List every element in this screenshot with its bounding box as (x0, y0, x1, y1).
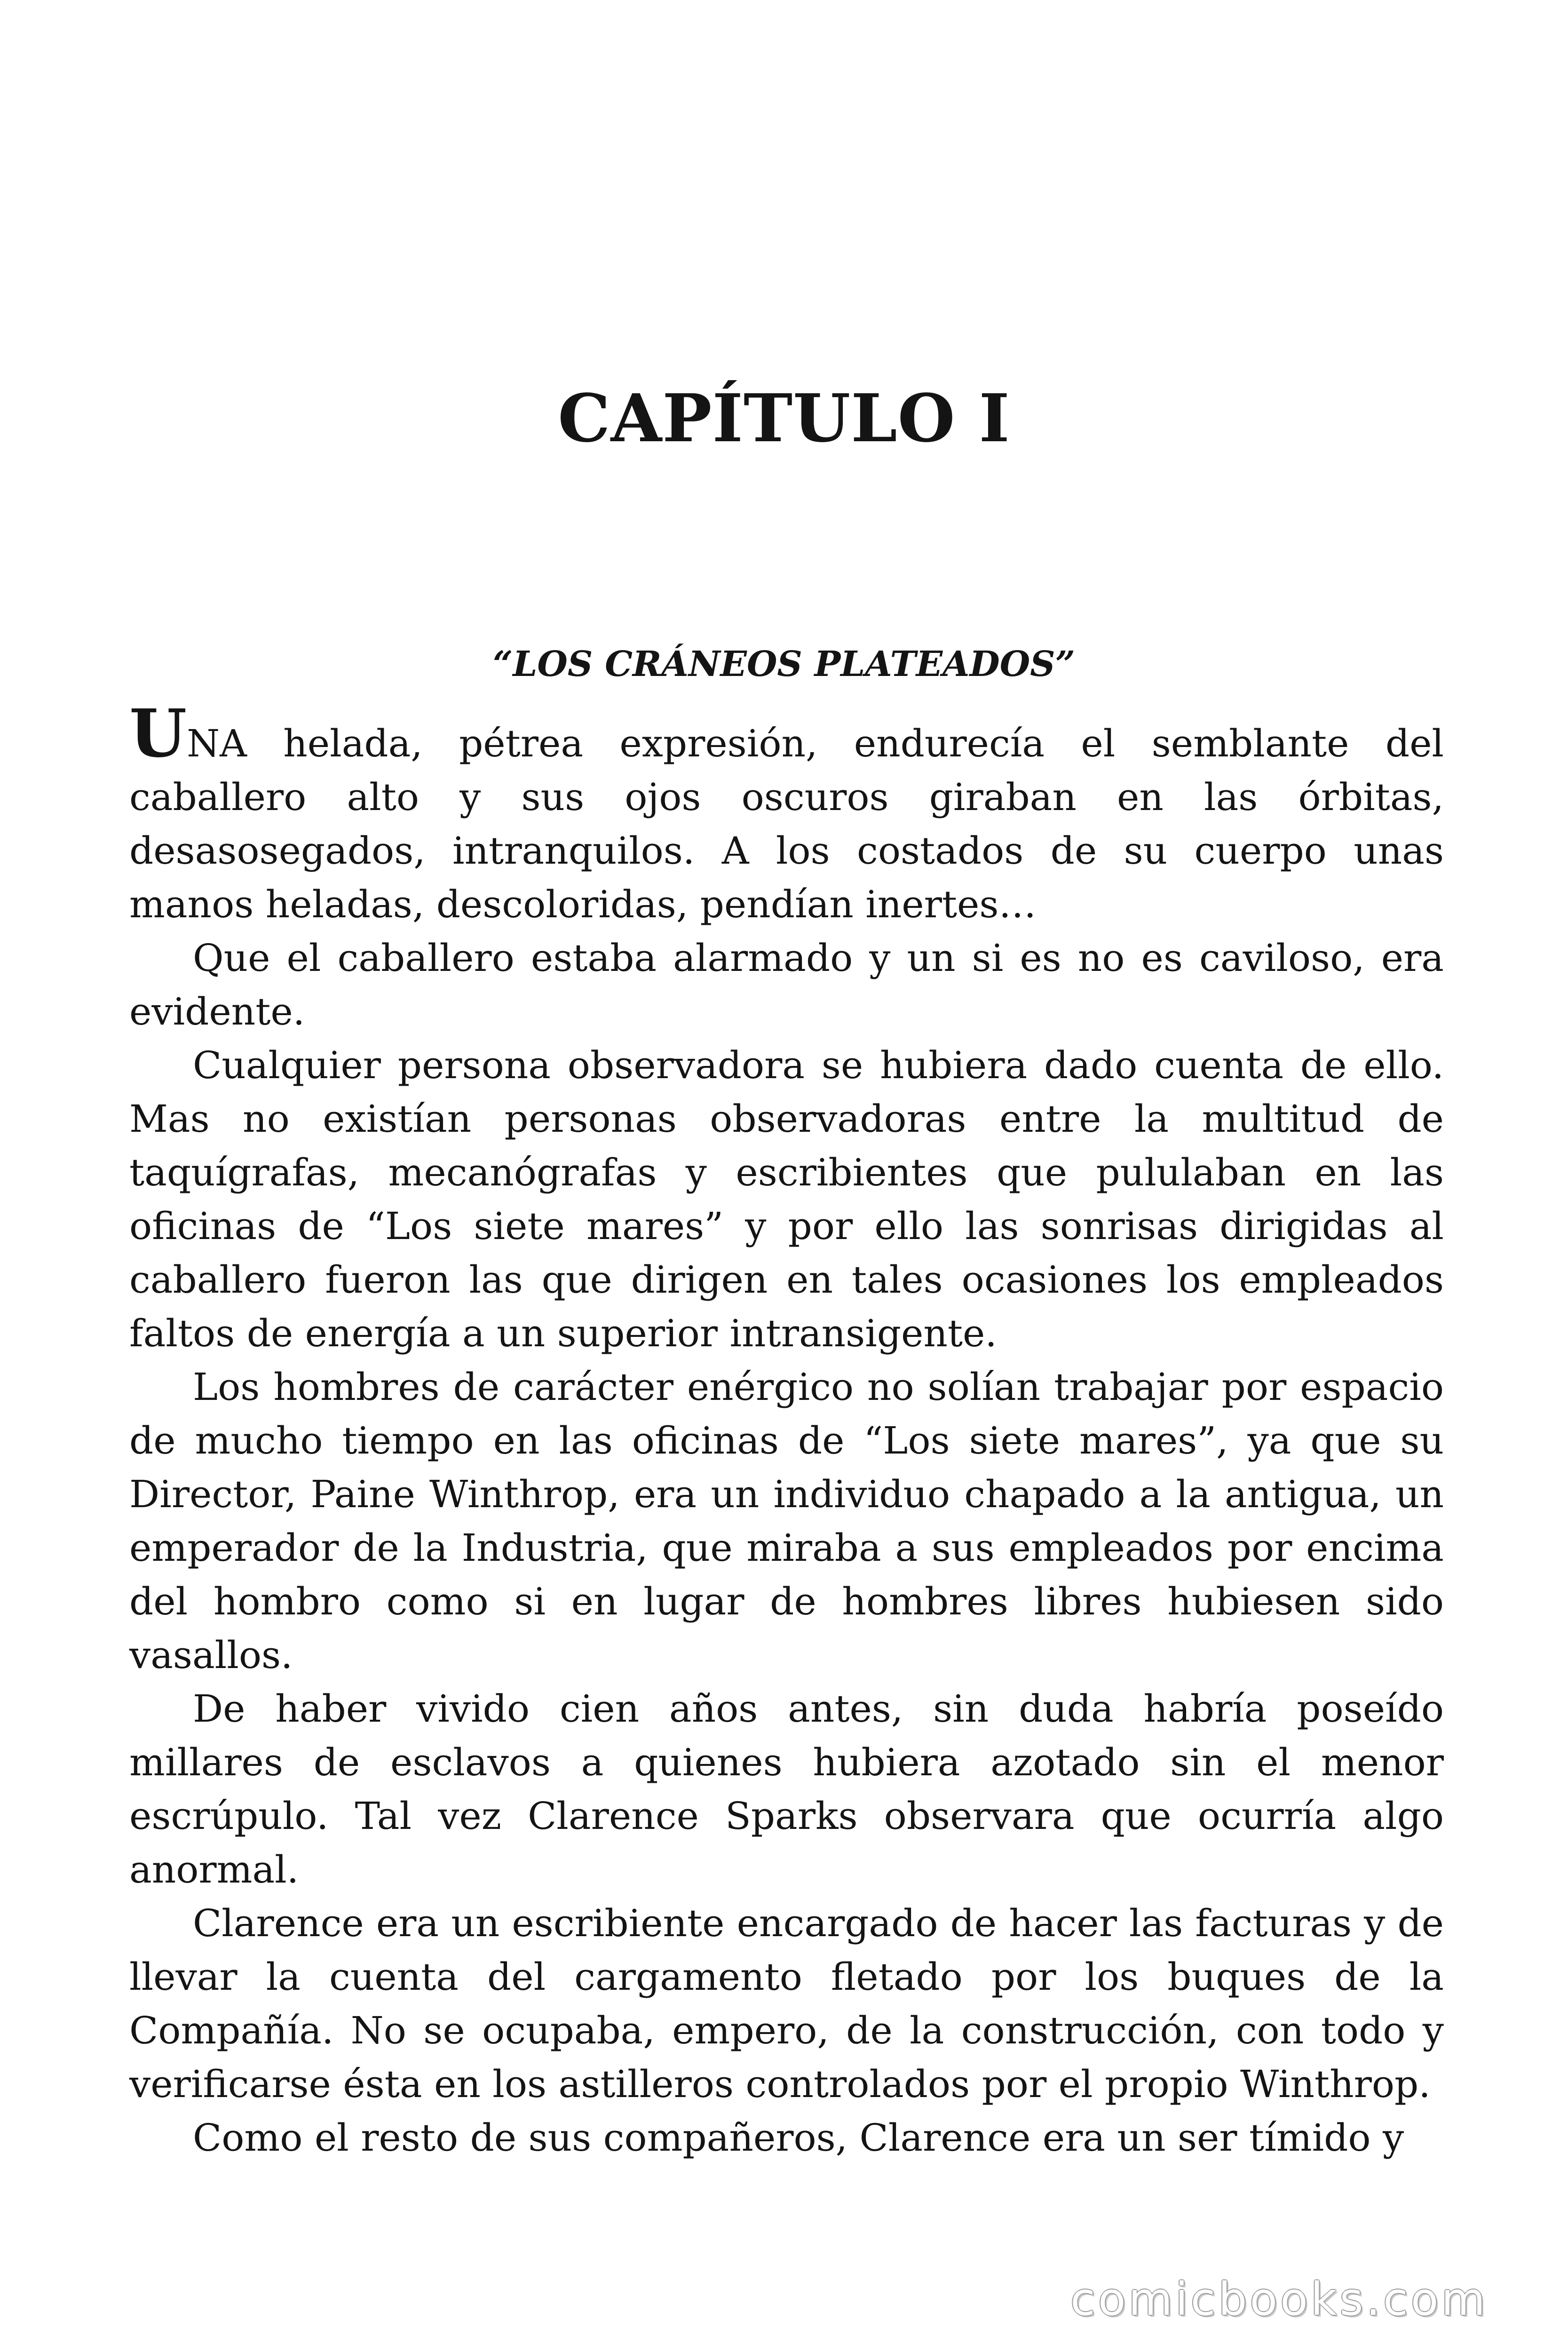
paragraph-1-text: helada, pétrea expresión, endurecía el semblante del caballero alto y sus ojos oscuros giraban en las órbitas, desasosegados, intranquilos. A los costados de su cuerpo unas manos heladas, descoloridas, pendían inertes… (129, 722, 1444, 926)
paragraph-7: Como el resto de sus compañeros, Clarence era un ser tímido y (193, 2116, 1404, 2160)
drop-cap-rest: NA (187, 722, 247, 765)
paragraph-4: Los hombres de carácter enérgico no solían trabajar por espacio de mucho tiempo en las oficinas de “Los siete mares”, ya que su Director, Paine Winthrop, era un individuo chapado a la antigua, un emperador de la Industria, que miraba a sus empleados por encima del hombro como si en lugar de hombres libres hubiesen sido vasallos. (129, 1365, 1444, 1677)
chapter-body (129, 695, 1444, 2165)
paragraph-1 (129, 695, 1444, 931)
drop-cap-initial: U (129, 695, 187, 772)
paragraph-5: De haber vivido cien años antes, sin duda habría poseído millares de esclavos a quienes hubiera azotado sin el menor escrúpulo. Tal vez Clarence Sparks observara que ocurría algo anormal. (129, 1687, 1444, 1891)
paragraph-2: Que el caballero estaba alarmado y un si es no es caviloso, era evidente. (129, 936, 1444, 1033)
paragraph-6: Clarence era un escribiente encargado de hacer las facturas y de llevar la cuenta del cargamento fletado por los buques de la Compañía. No se ocupaba, empero, de la construcción, con todo y verificarse ésta en los astilleros controlados por el propio Winthrop. (129, 1901, 1444, 2106)
chapter-title: CAPÍTULO I (558, 380, 1010, 457)
paragraph-3: Cualquier persona observadora se hubiera dado cuenta de ello. Mas no existían personas observadoras entre la multitud de taquígrafas, mecanógrafas y escribientes que pululaban en las oficinas de “Los siete mares” y por ello las sonrisas dirigidas al caballero fueron las que dirigen en tales ocasiones los empleados faltos de energía a un superior intransigente. (129, 1043, 1444, 1355)
chapter-subtitle: “LOS CRÁNEOS PLATEADOS” (492, 644, 1076, 684)
watermark: comicbooks.com (1070, 2273, 1488, 2326)
